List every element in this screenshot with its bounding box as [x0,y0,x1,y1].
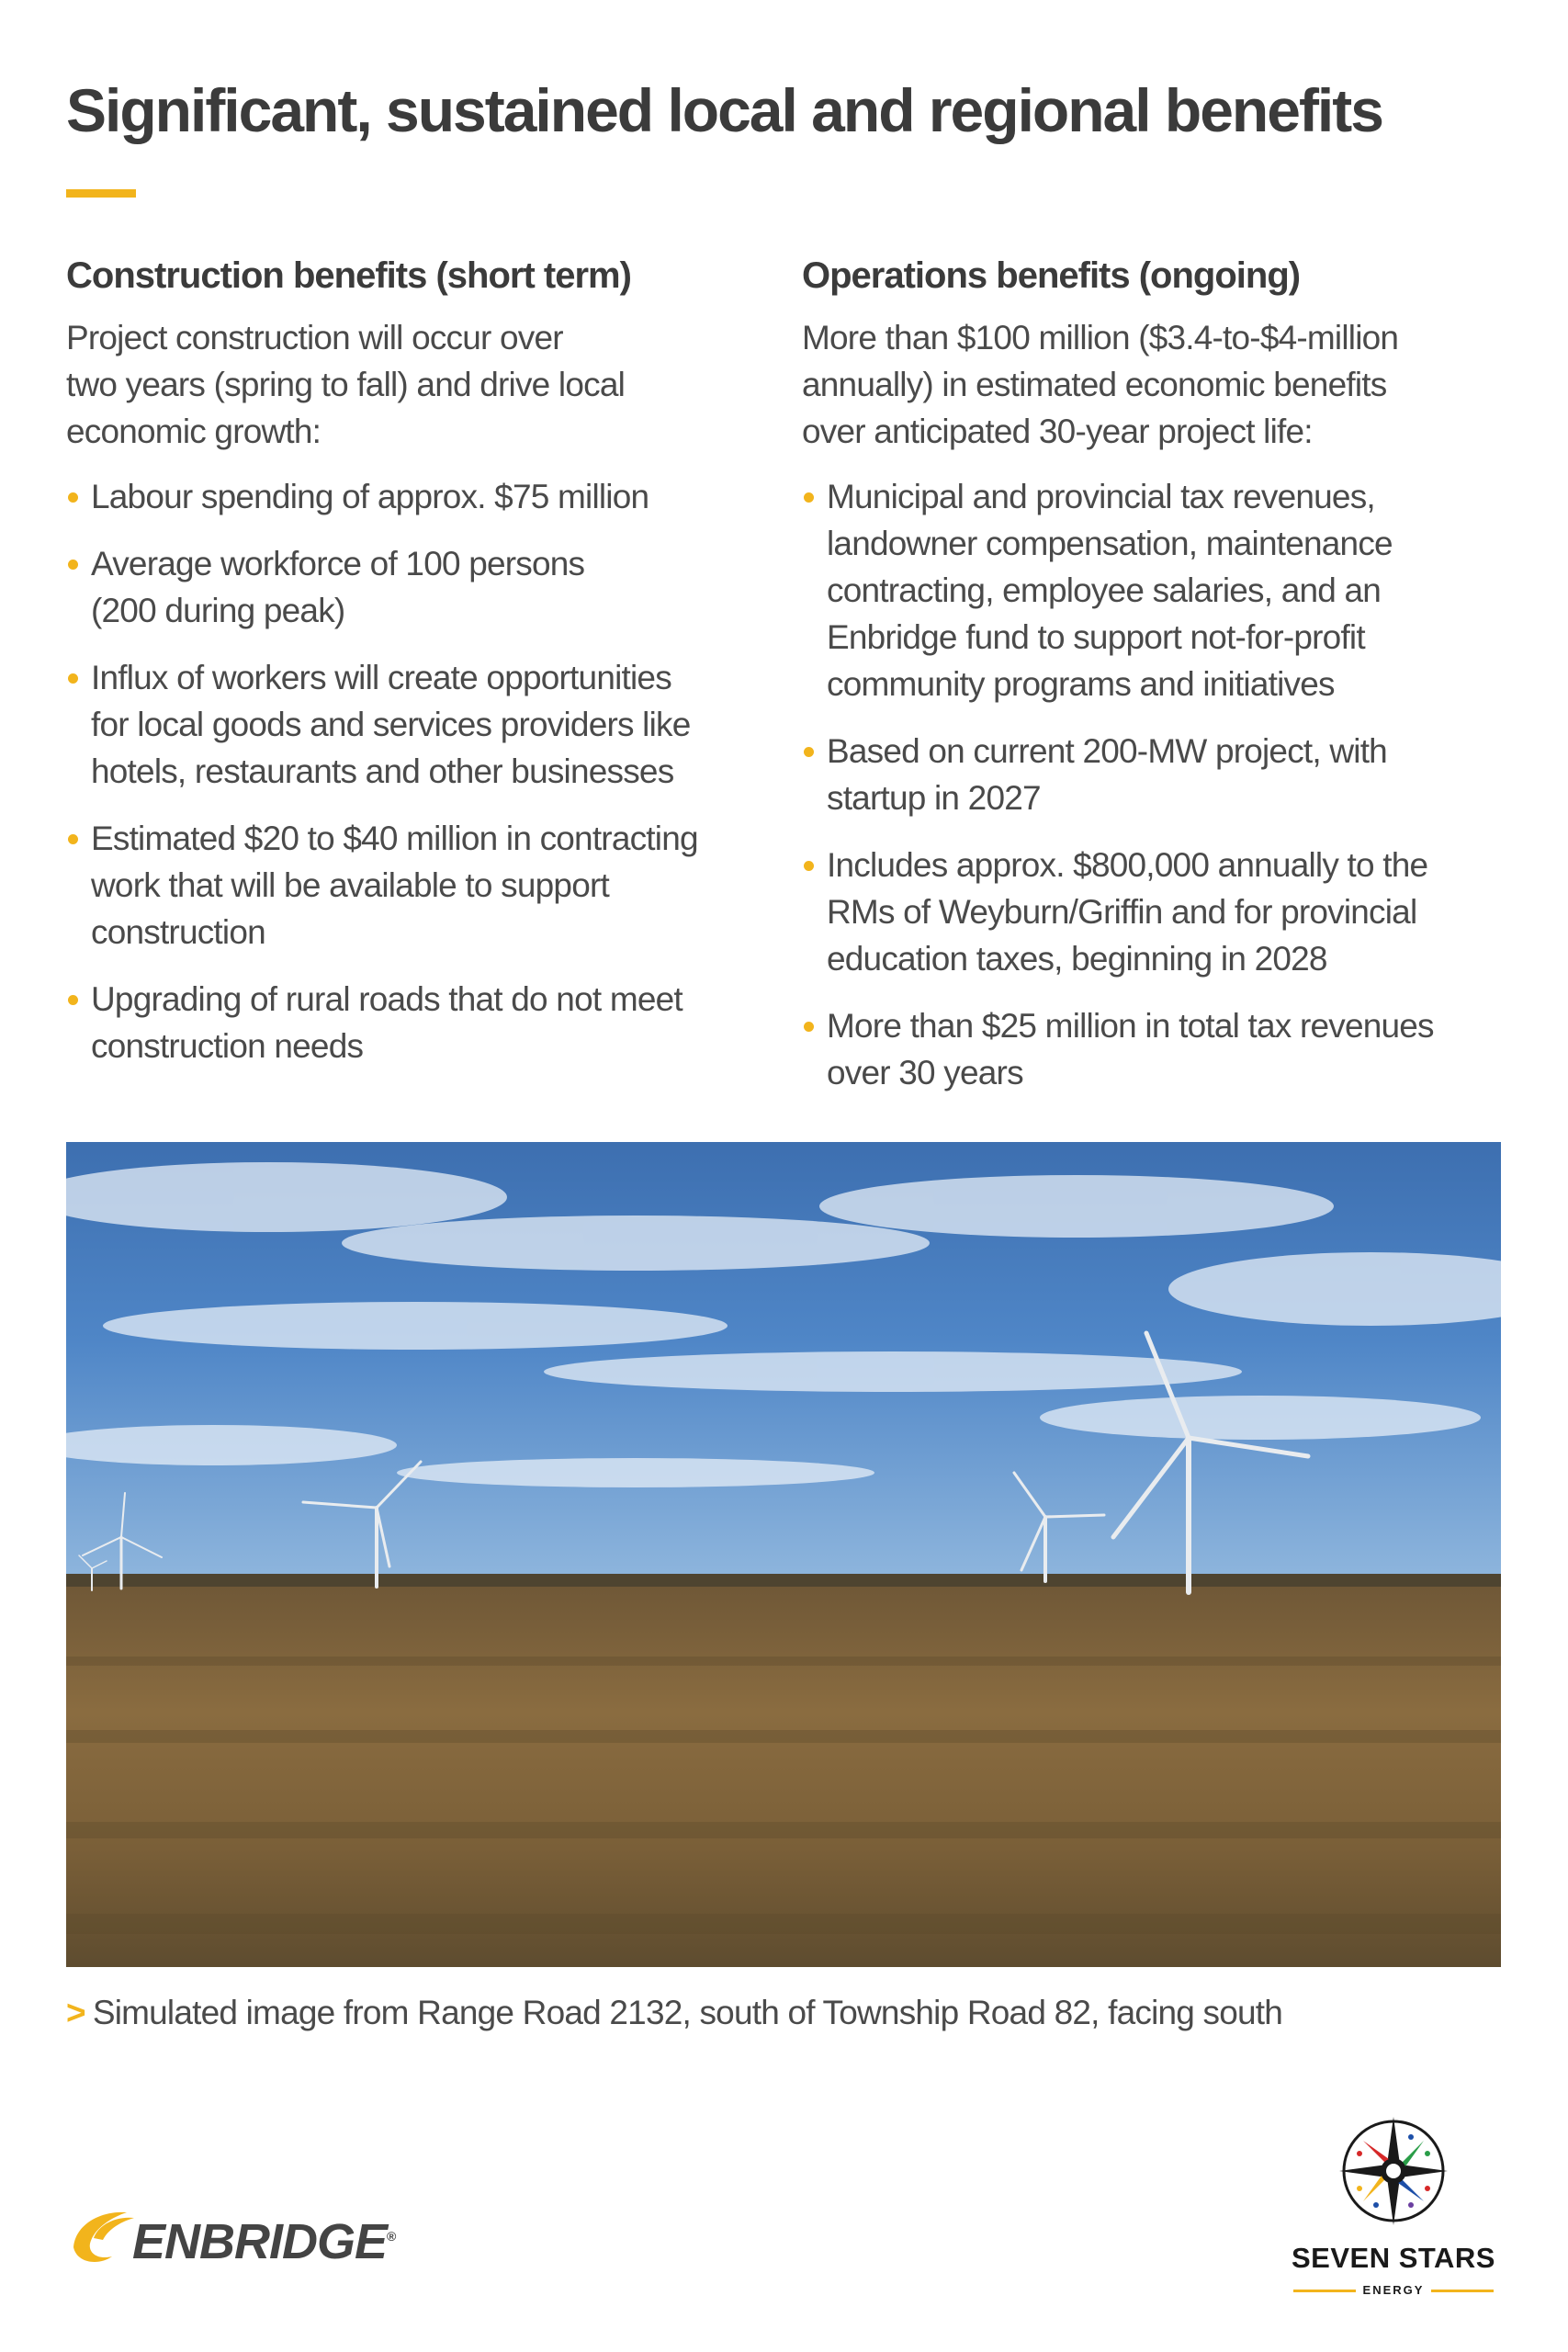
bullet-dot-icon [804,492,814,503]
caption-arrow-icon: > [66,1994,85,2031]
construction-bullet-list [66,473,783,1069]
construction-bullet [66,654,783,795]
seven-stars-name: SEVEN STARS [1292,2242,1495,2274]
operations-bullet [802,473,1518,707]
operations-bullet-text: More than $25 million in total tax revenues over 30 years [827,1007,1434,1091]
enbridge-wordmark: ENBRIDGE® [132,2214,396,2269]
seven-stars-compass-icon [1336,2113,1451,2229]
enbridge-swoosh-icon [66,2201,140,2275]
title-accent-bar [66,189,136,198]
page-title: Significant, sustained local and regional benefits [66,76,1382,144]
bullet-dot-icon [804,861,814,871]
construction-bullet-text: Upgrading of rural roads that do not meet construction needs [91,980,682,1065]
operations-bullet [802,842,1518,982]
wind-farm-photo [66,1142,1501,1967]
construction-bullet-text: Estimated $20 to $40 million in contracting work that will be available to support construction [91,820,698,951]
construction-bullet [66,540,783,634]
operations-intro: More than $100 million ($3.4-to-$4-million annually) in estimated economic benefits over anticipated 30-year project life: [802,319,1399,450]
construction-benefits-section [66,250,783,1090]
operations-heading: Operations benefits (ongoing) [802,255,1301,296]
bullet-dot-icon [68,834,78,844]
operations-bullet-list [802,473,1518,1096]
bullet-dot-icon [68,492,78,503]
bullet-dot-icon [804,747,814,757]
construction-heading: Construction benefits (short term) [66,255,631,296]
construction-bullet [66,976,783,1069]
operations-bullet-text: Municipal and provincial tax revenues, landowner compensation, maintenance contracting, employee salaries, and an Enbridge fund to support not-for-profit community programs and initiatives [827,478,1393,703]
bullet-dot-icon [68,673,78,684]
operations-bullet [802,1002,1518,1096]
operations-bullet [802,728,1518,821]
bullet-dot-icon [68,995,78,1005]
photo-caption [66,1990,1282,2036]
enbridge-logo [66,2201,415,2275]
operations-benefits-section [802,250,1518,1116]
construction-bullet [66,815,783,956]
operations-bullet-text: Based on current 200-MW project, with startup in 2027 [827,732,1387,817]
bullet-dot-icon [68,560,78,570]
construction-bullet-text: Average workforce of 100 persons (200 during peak) [91,545,585,629]
construction-bullet-text: Influx of workers will create opportunities for local goods and services providers like hotels, restaurants and other businesses [91,659,691,790]
seven-stars-sub: ENERGY [1362,2283,1425,2297]
construction-bullet-text: Labour spending of approx. $75 million [91,478,649,515]
operations-bullet-text: Includes approx. $800,000 annually to the RMs of Weyburn/Griffin and for provincial education taxes, beginning in 2028 [827,846,1428,978]
seven-stars-energy-logo [1279,2113,1508,2334]
caption-text: Simulated image from Range Road 2132, south of Township Road 82, facing south [92,1994,1283,2031]
bullet-dot-icon [804,1022,814,1032]
construction-bullet [66,473,783,520]
construction-intro: Project construction will occur over two years (spring to fall) and drive local economic growth: [66,319,626,450]
